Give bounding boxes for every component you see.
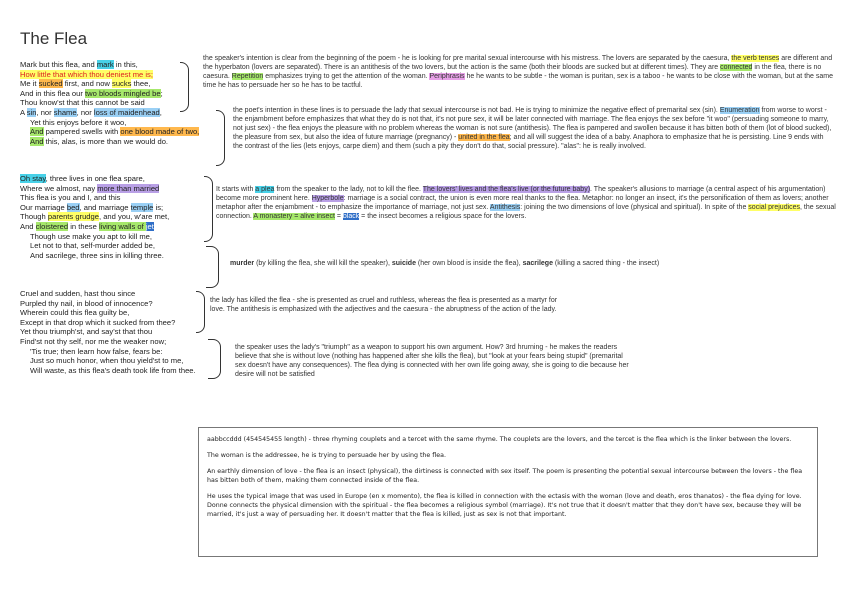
poem-line: Thou know'st that this cannot be said bbox=[20, 98, 145, 108]
bracket-line bbox=[206, 246, 219, 288]
summary-paragraph: An earthly dimension of love - the flea is an insect (physical), the dirtiness is connected with sex itself. The poem is presenting the potential sexual intercourse between the lovers - the flea has bitten both of them, making them connected inside of the flea. bbox=[207, 468, 803, 484]
annotation-note: the poet's intention in these lines is to persuade the lady that sexual intercourse is not bad. He is trying to minimize the negative effect of premarital sex (sin). Enumeration from worse to worst - the enjambment before emphasizes that what they do is not that, it's not pure sex, it will be later connected with marriage. The flea enjoys the sex before "it woo" (persuading someone to marry, not just sex) - the flea enjoys the pleasure with no problem whereas the woman is not sure (antithesis). The flea is pampered and swollen because it has bitten both of them (lot of blood sucked), the pleasure from sex, but also the idea of future marriage (pregnancy) - united in the flea; and all will suggest the idea of a baby. Anaphora to emphasize that he is persisting. Line 9 ends with the contrast of the lies (lets enjoys, carpe diem) and them (such a pity they don't do that, social pressure). "alas": he is really involved. bbox=[233, 107, 832, 151]
poem-line: Yet thou triumph'st, and say'st that thou bbox=[20, 327, 153, 337]
poem-line: A sin, nor shame, nor loss of maidenhead, bbox=[20, 107, 162, 117]
summary-box bbox=[198, 427, 818, 557]
bracket-line bbox=[180, 62, 189, 112]
stanza-1 bbox=[20, 60, 199, 146]
bracket-line bbox=[208, 339, 221, 379]
poem-line: This flea is you and I, and this bbox=[20, 193, 121, 203]
poem-line: And in this flea our two bloods mingled be; bbox=[20, 88, 163, 98]
poem-line: Purpled thy nail, in blood of innocence? bbox=[20, 298, 153, 308]
poem-line: Let not to that, self-murder added be, bbox=[30, 241, 155, 251]
poem-line: Wherein could this flea guilty be, bbox=[20, 308, 130, 318]
poem-line: Yet this enjoys before it woo, bbox=[30, 117, 127, 127]
poem-line: Our marriage bed, and marriage temple is; bbox=[20, 202, 164, 212]
poem-line: And pampered swells with one blood made of two, bbox=[30, 127, 200, 137]
summary-paragraph: aabbccddd (454545455 length) - three rhyming couplets and a tercet with the same rhyme. The couplets are the lovers, and the tercet is the flea which is the linker between the lovers. bbox=[207, 436, 792, 443]
poem-line: Except in that drop which it sucked from thee? bbox=[20, 317, 176, 327]
bracket-line bbox=[196, 291, 205, 333]
poem-line: And this, alas, is more than we would do. bbox=[30, 136, 169, 146]
poem-line: Though parents grudge, and you, w'are met, bbox=[20, 212, 170, 222]
stanza-3 bbox=[20, 289, 196, 375]
annotation-note: the speaker's intention is clear from the beginning of the poem - he is looking for pre marital sexual intercourse with his mistress. The lovers are separated by the caesura, the verb tenses are different and the hyperbaton (lovers are separated). There is an antithesis of the two lovers, but the action is the same (both their bloods are sucked but at different times). They are connected in the flea, there is no caesura. Repetition emphasizes trying to get the attention of the woman. Periphrasis he he wants to be subtle - the woman is puritan, sex is a taboo - he wants to be close with the woman, but at the same time he has to persuade her so he has to be tactful. bbox=[203, 55, 833, 90]
poem-line: And sacrilege, three sins in killing three. bbox=[30, 250, 164, 260]
bracket-line bbox=[216, 110, 225, 166]
annotation-note: murder (by killing the flea, she will kill the speaker), suicide (her own blood is inside the flea), sacrilege (killing a sacred thing - the insect) bbox=[230, 260, 660, 267]
poem-line: Mark but this flea, and mark in this, bbox=[20, 60, 138, 69]
bracket-line bbox=[204, 176, 213, 242]
stanza-2 bbox=[20, 174, 169, 260]
poem-line: Oh stay, three lives in one flea spare, bbox=[20, 174, 145, 183]
poem-line: Find'st not thy self, nor me the weaker now; bbox=[20, 336, 167, 346]
summary-paragraph: The woman is the addressee, he is trying to persuade her by using the flea. bbox=[207, 452, 446, 459]
poem-line: Where we almost, nay more than married bbox=[20, 183, 160, 193]
poem-line: Cruel and sudden, hast thou since bbox=[20, 289, 136, 298]
poem-line: Me it sucked first, and now sucks thee, bbox=[20, 79, 151, 89]
annotation-note: the lady has killed the flea - she is presented as cruel and ruthless, whereas the flea is presented as a martyr for love. The antithesis is emphasized with the adjectives and the caesura - the abruptness of the action of the lady. bbox=[210, 297, 558, 314]
poem-line: And cloistered in these living walls of jet bbox=[20, 221, 154, 231]
annotation-note: It starts with a plea from the speaker to the lady, not to kill the flee. The lovers' lives and the flea's live (or the future baby). The speaker's allusions to marriage (a central aspect of his argumentation) become more prominent here. Hyperbole: marriage is a social contract, the union is even more real thanks to the flea. Metaphor: no longer an insect, it's the personification of them as lovers; another metaphor after the enjambment - to emphasize the importance of marriage, not just sex. Antithesis: joining the two dimensions of love (physical and spiritual). In spite of the social prejudices, the sexual connection. A monastery = alive insect = black = the insect becomes a religious space for the lovers. bbox=[216, 186, 836, 221]
poem-line: How little that which thou deniest me is; bbox=[20, 69, 153, 79]
poem-line: 'Tis true; then learn how false, fears be: bbox=[30, 346, 163, 356]
page-title: The Flea bbox=[20, 29, 88, 48]
annotation-note: the speaker uses the lady's "triumph" as a weapon to support his own argument. How? 3rd hrurning - he makes the readers believe that she is without love (nothing has happened after she kills the flea), but "look at your fears being stupid" (premarital sex doesn't have any consequences). The flea dying is connected with her own life going away, she is going to die because her desire will not be satisfied bbox=[235, 344, 629, 379]
poem-line: Just so much honor, when thou yield'st to me, bbox=[30, 356, 184, 366]
poem-line: Though use make you apt to kill me, bbox=[30, 231, 152, 241]
summary-paragraph: He uses the typical image that was used in Europe (en x momento), the flea is killed in connection with the ectasis with the woman (love and death, eros thanatos) - the flea dying for love. Donne connects the physical dimension with the spiritual - the flea becomes a religious symbol (marriage). It's not true that it doesn't matter that they don't have sex, because they will be married, it's just a way of persuading her. It doesn't matter that the flea is killed, just as sex is not that important. bbox=[207, 493, 802, 518]
poem-line: Will waste, as this flea's death took life from thee. bbox=[30, 365, 196, 375]
